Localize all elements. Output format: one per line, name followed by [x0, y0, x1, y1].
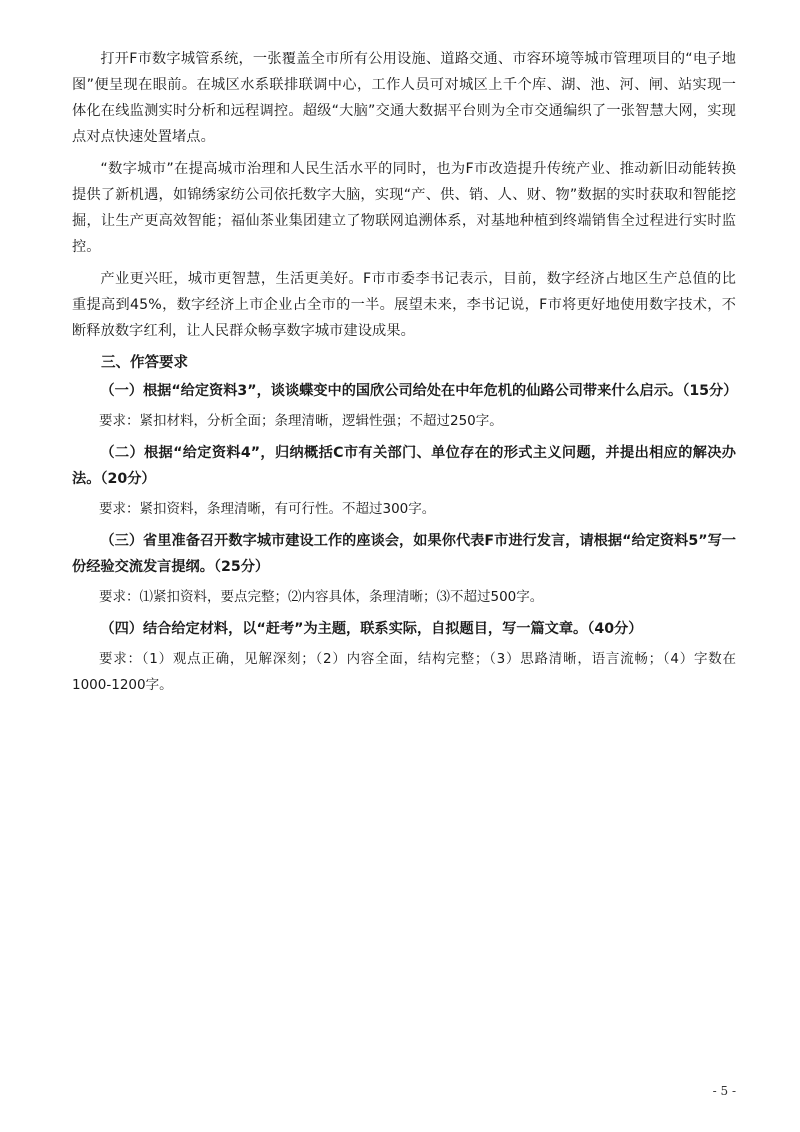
question-3-prompt: （三）省里准备召开数字城市建设工作的座谈会，如果你代表F市进行发言，请根据“给定资料5”写一份经验交流发言提纲。（25分） [72, 533, 736, 575]
question-4-prompt: （四）结合给定材料，以“赶考”为主题，联系实际，自拟题目，写一篇文章。（40分） [100, 621, 643, 637]
paragraph-digital-city-management: 打开F市数字城管系统，一张覆盖全市所有公用设施、道路交通、市容环境等城市管理项目的“电子地图”便呈现在眼前。在城区水系联排联调中心，工作人员可对城区上千个库、湖、池、河、闸、站实现一体化在线监测实时分析和远程调控。超级“大脑”交通大数据平台则为全市交通编织了一张智慧大网，实现点对点快速处置堵点。 [72, 51, 736, 145]
section-heading-answer-requirements: 三、作答要求 [101, 355, 188, 371]
paragraph-digital-city-industry: “数字城市”在提高城市治理和人民生活水平的同时，也为F市改造提升传统产业、推动新旧动能转换提供了新机遇，如锦绣家纺公司依托数字大脑，实现“产、供、销、人、财、物”数据的实时获取和智能挖掘，让生产更高效智能；福仙茶业集团建立了物联网追溯体系，对基地种植到终端销售全过程进行实时监控。 [72, 161, 736, 255]
question-2-requirement: 要求：紧扣资料，条理清晰，有可行性。不超过300字。 [99, 501, 436, 517]
question-2-prompt: （二）根据“给定资料4”，归纳概括C市有关部门、单位存在的形式主义问题，并提出相应的解决办法。（20分） [72, 445, 736, 487]
question-3-requirement: 要求：⑴紧扣资料，要点完整；⑵内容具体，条理清晰；⑶不超过500字。 [99, 589, 544, 605]
question-4-requirement: 要求：（1）观点正确，见解深刻；（2）内容全面，结构完整；（3）思路清晰，语言流畅；（4）字数在1000-1200字。 [72, 651, 736, 693]
question-1-requirement: 要求：紧扣材料，分析全面；条理清晰，逻辑性强；不超过250字。 [99, 413, 503, 429]
paragraph-digital-economy: 产业更兴旺，城市更智慧，生活更美好。F市市委李书记表示，目前，数字经济占地区生产总值的比重提高到45%，数字经济上市企业占全市的一半。展望未来，李书记说，F市将更好地使用数字技术，不断释放数字红利，让人民群众畅享数字城市建设成果。 [72, 271, 736, 339]
question-1-prompt: （一）根据“给定资料3”，谈谈蝶变中的国欣公司给处在中年危机的仙路公司带来什么启示。（15分） [100, 383, 738, 399]
page-number: - 5 - [712, 1084, 736, 1098]
document-page [72, 46, 736, 704]
